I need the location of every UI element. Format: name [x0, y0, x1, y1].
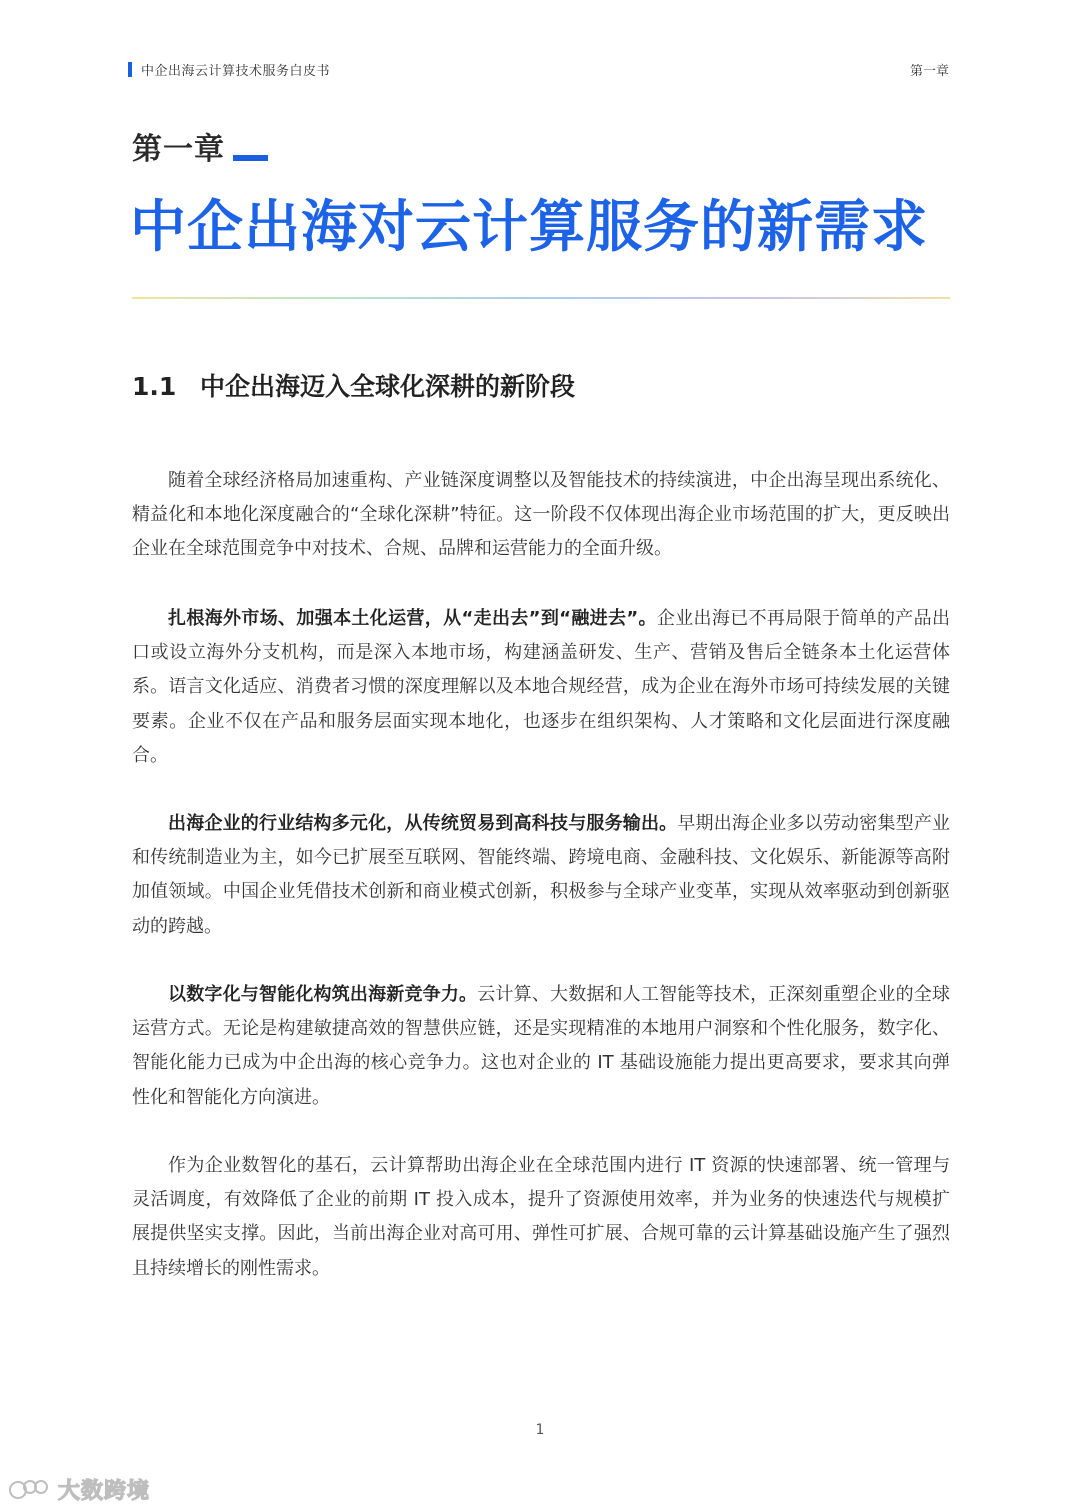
- paragraph-lead: 以数字化与智能化构筑出海新竞争力。: [168, 984, 478, 1005]
- chapter-title: 中企出海对云计算服务的新需求: [130, 195, 928, 260]
- header-accent-bar: [128, 62, 132, 77]
- paragraph-text: 随着全球经济格局加速重构、产业链深度调整以及智能技术的持续演进，中企出海呈现出系统化、精益化和本地化深度融合的“全球化深耕”特征。这一阶段不仅体现出海企业市场范围的扩大，更反映出企业在全球范围竞争中对技术、合规、品牌和运营能力的全面升级。: [132, 470, 950, 560]
- paragraph-text: 早期出海企业多以劳动密集型产业和传统制造业为主，如今已扩展至互联网、智能终端、跨境电商、金融科技、文化娱乐、新能源等高附加值领域。中国企业凭借技术创新和商业模式创新，积极参与全球产业变革，实现从效率驱动到创新驱动的跨越。: [132, 813, 951, 937]
- section-number: 1.1: [132, 372, 177, 401]
- paragraph-lead: 出海企业的行业结构多元化，从传统贸易到高科技与服务输出。: [168, 813, 678, 834]
- paragraph-4: [132, 978, 950, 1115]
- paragraph-5: [132, 1149, 950, 1286]
- header-document-title: 中企出海云计算技术服务白皮书: [141, 64, 331, 79]
- paragraph-text: 云计算、大数据和人工智能等技术，正深刻重塑企业的全球运营方式。无论是构建敏捷高效的智慧供应链，还是实现精准的本地用户洞察和个性化服务，数字化、智能化能力已成为中企出海的核心竞争力。这也对企业的 IT 基础设施能力提出更高要求，要求其向弹性化和智能化方向演进。: [132, 984, 951, 1108]
- paragraph-3: [132, 807, 950, 944]
- chapter-underline: [233, 155, 268, 161]
- paragraph-text: 作为企业数智化的基石，云计算帮助出海企业在全球范围内进行 IT 资源的快速部署、统一管理与灵活调度，有效降低了企业的前期 IT 投入成本，提升了资源使用效率，并为业务的快速迭代与规模扩展提供坚实支撑。因此，当前出海企业对高可用、弹性可扩展、合规可靠的云计算基础设施产生了强烈且持续增长的刚性需求。: [132, 1155, 950, 1279]
- paragraph-lead: 扎根海外市场、加强本土化运营，从“走出去”到“融进去”。: [168, 608, 657, 629]
- paragraph-1: [132, 464, 950, 567]
- header-chapter-label: 第一章: [909, 64, 949, 79]
- watermark-logo-icon: [8, 1475, 52, 1505]
- page-number: 1: [535, 1422, 545, 1438]
- watermark-text: 大数跨境: [58, 1479, 151, 1504]
- section-heading: [132, 367, 575, 403]
- gradient-divider: [132, 297, 950, 299]
- chapter-label: 第一章: [132, 132, 225, 167]
- watermark: [8, 1474, 150, 1505]
- section-title: 中企出海迈入全球化深耕的新阶段: [200, 372, 576, 401]
- paragraph-2: [132, 602, 950, 773]
- paragraph-text: 企业出海已不再局限于简单的产品出口或设立海外分支机构，而是深入本地市场，构建涵盖研发、生产、营销及售后全链条本土化运营体系。语言文化适应、消费者习惯的深度理解以及本地合规经营，成为企业在海外市场可持续发展的关键要素。企业不仅在产品和服务层面实现本地化，也逐步在组织架构、人才策略和文化层面进行深度融合。: [132, 608, 950, 766]
